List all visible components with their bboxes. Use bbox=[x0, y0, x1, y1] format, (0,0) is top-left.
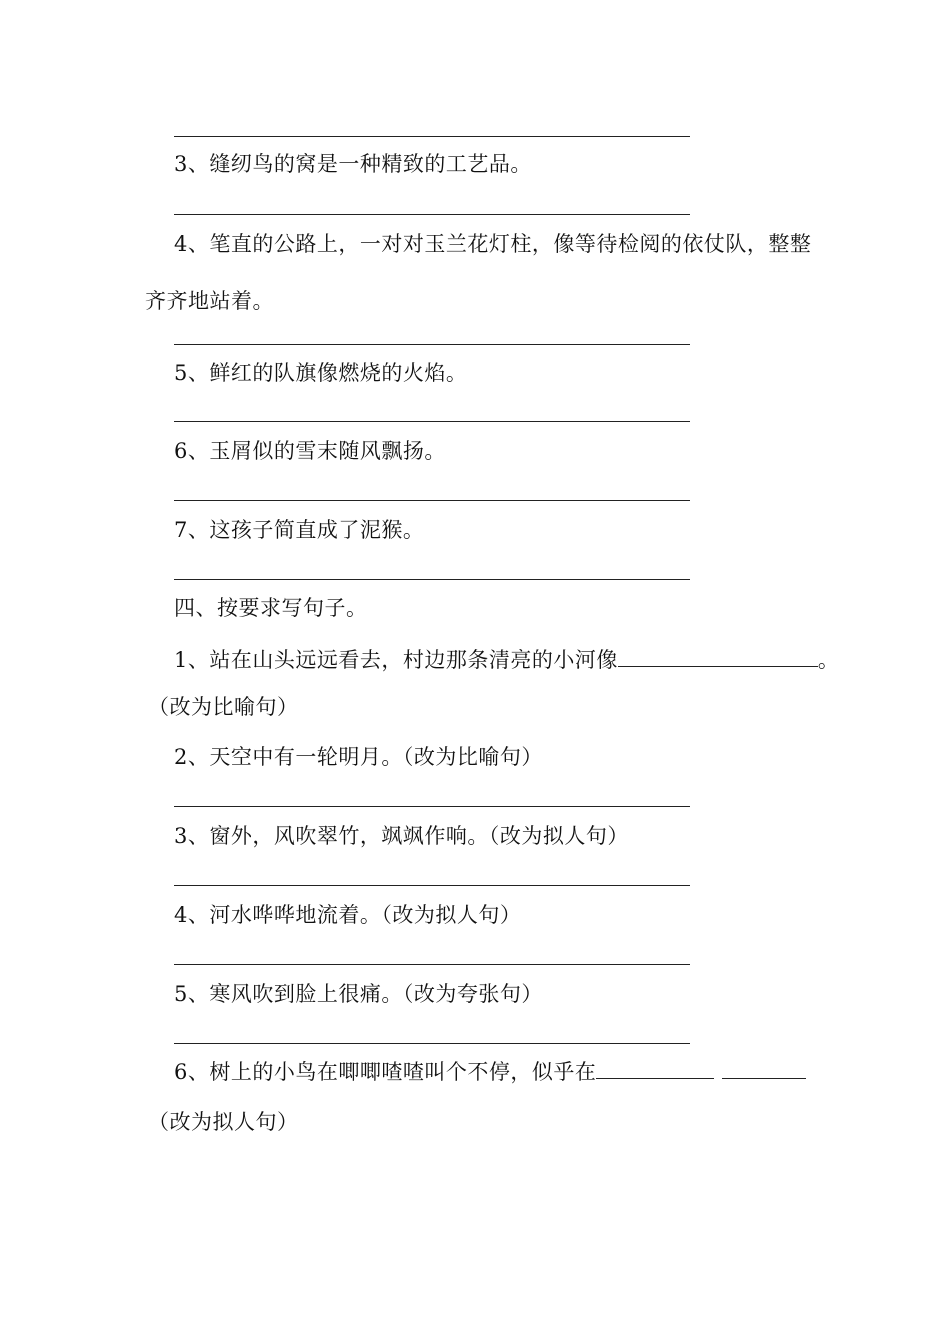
section-4-question-1-note: （改为比喻句） bbox=[148, 695, 299, 719]
fill-in-blank[interactable] bbox=[722, 1058, 806, 1079]
section-4-question-1 bbox=[174, 646, 839, 674]
answer-line[interactable] bbox=[174, 214, 690, 215]
answer-line[interactable] bbox=[174, 964, 690, 965]
fill-in-blank[interactable] bbox=[618, 646, 818, 667]
section-4-question-5: 5、寒风吹到脸上很痛。（改为夸张句） bbox=[174, 982, 543, 1006]
question-6-text: 6、玉屑似的雪末随风飘扬。 bbox=[174, 439, 446, 463]
question-7-text: 7、这孩子简直成了泥猴。 bbox=[174, 518, 425, 542]
section-4-question-4: 4、河水哗哗地流着。（改为拟人句） bbox=[174, 903, 522, 927]
section-4-question-6-note: （改为拟人句） bbox=[148, 1110, 299, 1134]
section-4-question-3: 3、窗外，风吹翠竹，飒飒作响。（改为拟人句） bbox=[174, 824, 629, 848]
answer-line[interactable] bbox=[174, 344, 690, 345]
question-3-text: 3、缝纫鸟的窝是一种精致的工艺品。 bbox=[174, 152, 532, 176]
question-4-continuation: 齐齐地站着。 bbox=[145, 289, 274, 313]
answer-line[interactable] bbox=[174, 806, 690, 807]
question-4-text: 4、笔直的公路上，一对对玉兰花灯柱，像等待检阅的依仗队，整整 bbox=[174, 232, 812, 256]
answer-line[interactable] bbox=[174, 579, 690, 580]
answer-line[interactable] bbox=[174, 500, 690, 501]
answer-line[interactable] bbox=[174, 885, 690, 886]
answer-line[interactable] bbox=[174, 421, 690, 422]
answer-line[interactable] bbox=[174, 1043, 690, 1044]
section-4-question-2: 2、天空中有一轮明月。（改为比喻句） bbox=[174, 745, 543, 769]
section-4-question-6 bbox=[174, 1058, 806, 1086]
section-4-question-1-end: 。 bbox=[817, 648, 840, 672]
answer-line[interactable] bbox=[174, 136, 690, 137]
section-4-question-1-text: 1、站在山头远远看去，村边那条清亮的小河像 bbox=[174, 648, 618, 672]
section-4-question-6-text: 6、树上的小鸟在唧唧喳喳叫个不停，似乎在 bbox=[174, 1060, 597, 1084]
question-5-text: 5、鲜红的队旗像燃烧的火焰。 bbox=[174, 361, 468, 385]
section-4-heading: 四、按要求写句子。 bbox=[174, 596, 368, 620]
fill-in-blank[interactable] bbox=[596, 1058, 714, 1079]
